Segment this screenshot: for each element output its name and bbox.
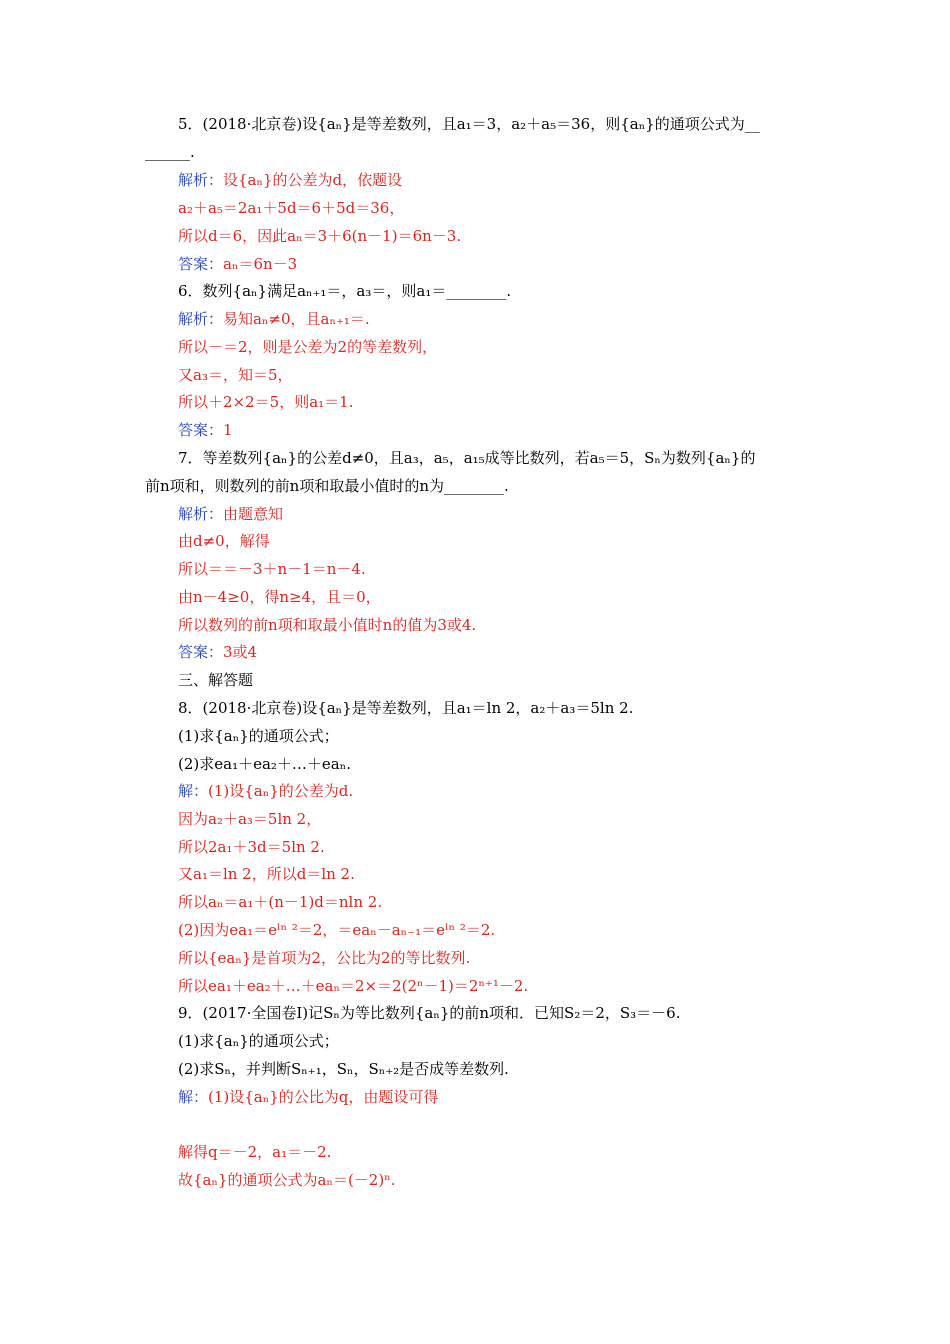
- answer-text: 3或4: [223, 643, 258, 661]
- text-line: 5．(2018·北京卷)设{aₙ}是等差数列，且a₁＝3，a₂＋a₅＝36，则{aₙ}的通项公式为__: [178, 115, 760, 133]
- text-line: 由n－4≥0，得n≥4，且＝0，: [178, 588, 381, 606]
- text-line: 故{aₙ}的通项公式为aₙ＝(－2)ⁿ.: [178, 1171, 396, 1189]
- text-line: 所以aₙ＝a₁＋(n－1)d＝nln 2.: [178, 893, 383, 911]
- answer-text: (1)设{aₙ}的公比为q，由题设可得: [208, 1088, 439, 1106]
- text-line: 所以－＝2，则是公差为2的等差数列，: [178, 338, 438, 356]
- text-line: 前n项和，则数列的前n项和取最小值时的n为________.: [145, 477, 509, 495]
- text-line: (2)求ea₁＋ea₂＋…＋eaₙ.: [178, 755, 351, 773]
- text-line: 6．数列{aₙ}满足aₙ₊₁＝，a₃＝，则a₁＝________.: [178, 282, 512, 300]
- text-line: 所以{eaₙ}是首项为2，公比为2的等比数列.: [178, 949, 471, 967]
- text-line: ______.: [145, 143, 195, 161]
- text-line: 所以ea₁＋ea₂＋…＋eaₙ＝2×＝2(2ⁿ－1)＝2ⁿ⁺¹－2.: [178, 977, 529, 995]
- text-line: (1)求{aₙ}的通项公式；: [178, 1032, 339, 1050]
- text-line: 因为a₂＋a₃＝5ln 2，: [178, 810, 322, 828]
- text-line: a₂＋a₅＝2a₁＋5d＝6＋5d＝36，: [178, 199, 405, 217]
- text-line: [178, 642, 257, 662]
- text-line: 8．(2018·北京卷)设{aₙ}是等差数列，且a₁＝ln 2，a₂＋a₃＝5ln 2.: [178, 699, 634, 717]
- answer-text: 易知aₙ≠0，且aₙ₊₁＝.: [223, 310, 370, 328]
- answer-label: 解析：: [178, 310, 224, 328]
- text-line: [178, 504, 283, 524]
- text-line: 所以＋2×2＝5，则a₁＝1.: [178, 393, 354, 411]
- text-line: 解得q＝－2，a₁＝－2.: [178, 1143, 332, 1161]
- text-line: [178, 781, 353, 801]
- text-line: (2)求Sₙ，并判断Sₙ₊₁，Sₙ，Sₙ₊₂是否成等差数列.: [178, 1060, 509, 1078]
- text-line: 所以＝＝－3＋n－1＝n－4.: [178, 560, 366, 578]
- text-line: 所以d＝6，因此aₙ＝3＋6(n－1)＝6n－3.: [178, 227, 462, 245]
- answer-text: aₙ＝6n－3: [223, 255, 298, 273]
- text-line: (2)因为ea₁＝eˡⁿ ²＝2，＝eaₙ－aₙ₋₁＝eˡⁿ ²＝2.: [178, 921, 496, 939]
- text-line: 三、解答题: [178, 671, 254, 689]
- answer-label: 答案：: [178, 643, 224, 661]
- answer-label: 解：: [178, 1088, 209, 1106]
- answer-label: 答案：: [178, 255, 224, 273]
- text-line: 7．等差数列{aₙ}的公差d≠0，且a₃，a₅，a₁₅成等比数列，若a₅＝5，Sₙ为数列{aₙ}的: [178, 449, 756, 467]
- text-line: [178, 420, 233, 440]
- text-line: 所以2a₁＋3d＝5ln 2.: [178, 838, 325, 856]
- text-line: [178, 1087, 438, 1107]
- answer-label: 解：: [178, 782, 209, 800]
- answer-label: 解析：: [178, 505, 224, 523]
- text-line: 由d≠0，解得: [178, 532, 270, 550]
- text-line: 又a₃＝，知＝5，: [178, 366, 293, 384]
- text-line: [178, 170, 402, 190]
- answer-text: 设{aₙ}的公差为d，依题设: [223, 171, 403, 189]
- text-line: [178, 309, 370, 329]
- answer-label: 答案：: [178, 421, 224, 439]
- answer-text: 由题意知: [223, 505, 284, 523]
- answer-text: (1)设{aₙ}的公差为d.: [208, 782, 354, 800]
- text-line: 所以数列的前n项和取最小值时n的值为3或4.: [178, 616, 477, 634]
- text-line: (1)求{aₙ}的通项公式；: [178, 727, 339, 745]
- text-line: [178, 254, 297, 274]
- answer-text: 1: [223, 421, 233, 439]
- text-line: 又a₁＝ln 2，所以d＝ln 2.: [178, 865, 355, 883]
- answer-label: 解析：: [178, 171, 224, 189]
- text-line: 9．(2017·全国卷Ⅰ)记Sₙ为等比数列{aₙ}的前n项和．已知S₂＝2，S₃＝－6.: [178, 1004, 681, 1022]
